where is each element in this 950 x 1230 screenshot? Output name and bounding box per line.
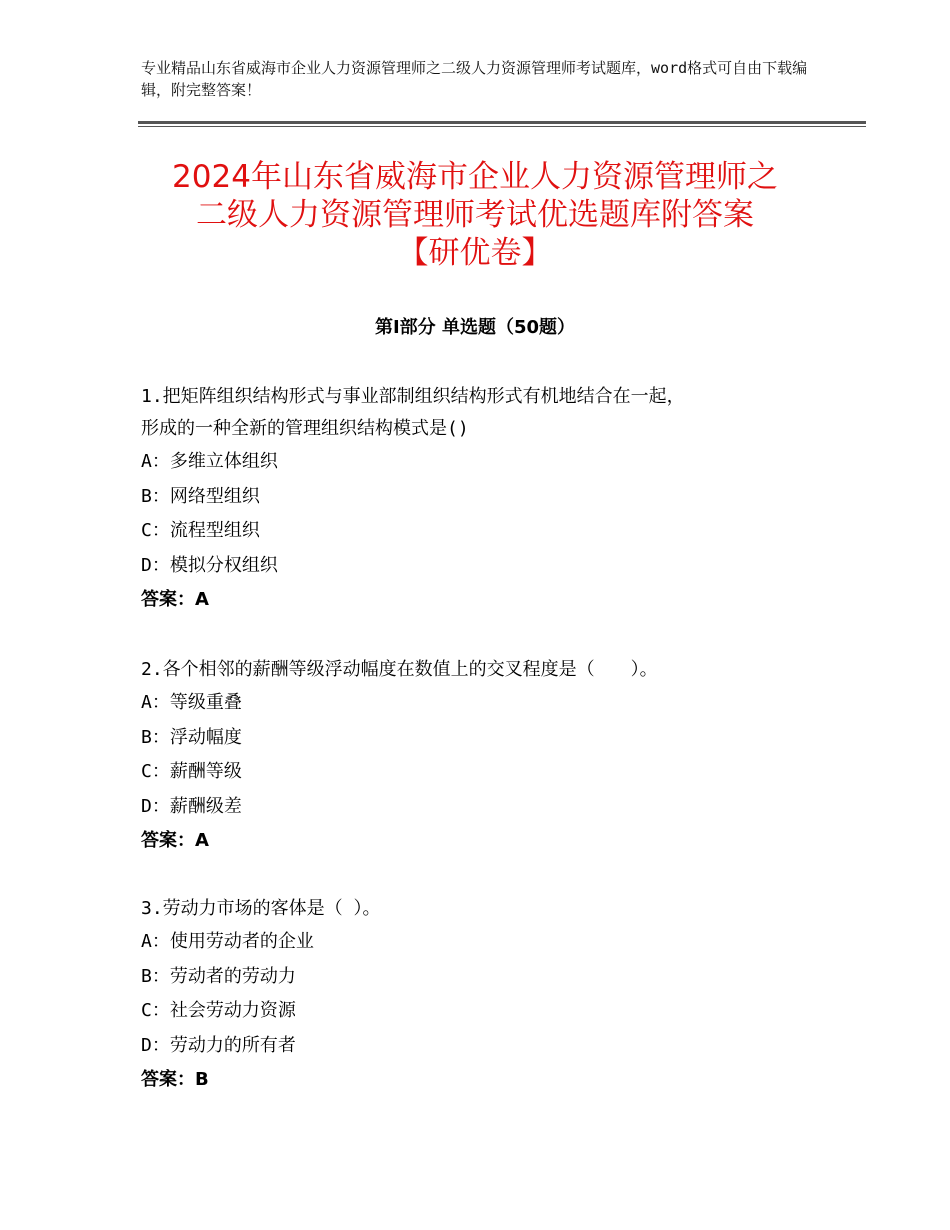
question-1-answer: 答案：A <box>141 589 209 610</box>
title-line-3: 【研优卷】 <box>397 235 553 271</box>
question-3-option-b: B：劳动者的劳动力 <box>141 965 296 987</box>
question-2-option-a: A：等级重叠 <box>141 692 242 713</box>
header-note: 专业精品山东省威海市企业人力资源管理师之二级人力资源管理师考试题库，word格式可自由下载编辑，附完整答案！ <box>141 59 808 99</box>
question-1-stem-line-1: 1.把矩阵组织结构形式与事业部制组织结构形式有机地结合在一起， <box>141 386 685 407</box>
question-2-stem-line-1: 2.各个相邻的薪酬等级浮动幅度在数值上的交叉程度是（ ）。 <box>141 659 658 680</box>
question-3-option-c: C：社会劳动力资源 <box>141 1000 296 1021</box>
question-1-option-a: A：多维立体组织 <box>141 451 278 472</box>
question-2 <box>141 654 821 859</box>
question-3-answer: 答案：B <box>141 1069 209 1090</box>
title-line-1: 2024年山东省威海市企业人力资源管理师之 <box>172 159 778 195</box>
question-3-option-a: A：使用劳动者的企业 <box>141 931 314 952</box>
question-1-option-d: D：模拟分权组织 <box>141 554 278 576</box>
question-2-answer: 答案：A <box>141 830 209 851</box>
question-1-option-b: B：网络型组织 <box>141 485 260 507</box>
question-1-option-c: C：流程型组织 <box>141 520 260 541</box>
question-3-stem-line-1: 3.劳动力市场的客体是（ ）。 <box>141 898 381 919</box>
title-line-2: 二级人力资源管理师考试优选题库附答案 <box>196 197 754 233</box>
question-1-stem-line-2: 形成的一种全新的管理组织结构模式是() <box>141 418 469 439</box>
question-3-option-d: D：劳动力的所有者 <box>141 1034 296 1056</box>
document-title <box>100 158 850 272</box>
section-title: 第Ⅰ部分 单选题（50题） <box>374 317 575 338</box>
header-rule-thin <box>138 126 866 127</box>
question-2-option-b: B：浮动幅度 <box>141 726 242 748</box>
header-rule-thick <box>138 121 866 124</box>
question-2-option-d: D：薪酬级差 <box>141 795 242 817</box>
question-2-option-c: C：薪酬等级 <box>141 761 242 782</box>
question-1 <box>141 381 821 618</box>
question-3 <box>141 893 821 1098</box>
